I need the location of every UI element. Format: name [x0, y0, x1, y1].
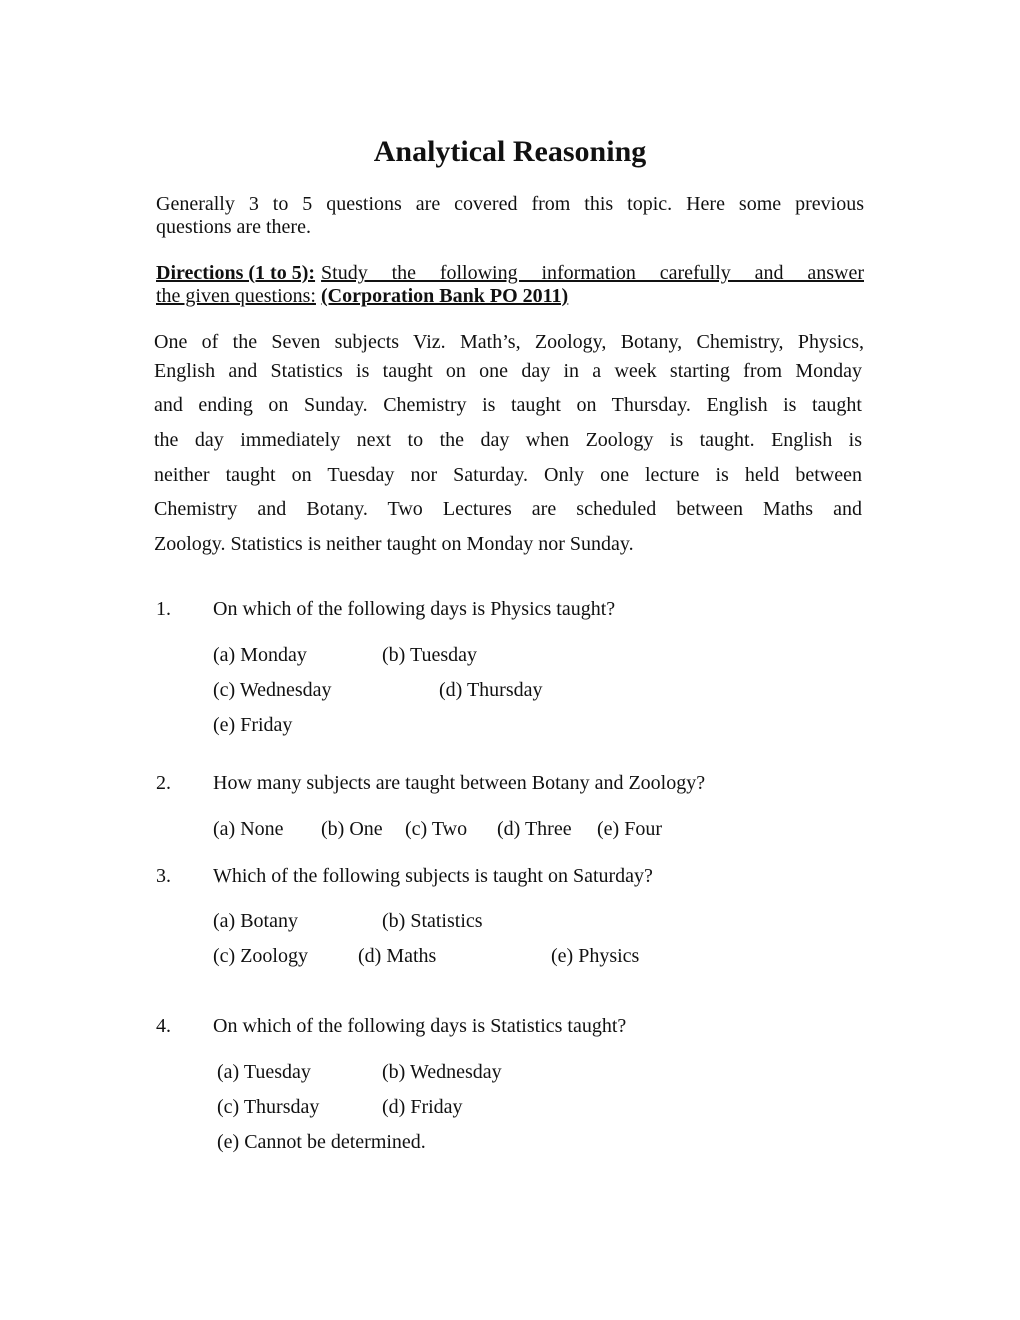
option: (c) Wednesday: [213, 679, 332, 701]
option: (d) Friday: [382, 1096, 463, 1118]
intro-line-2: questions are there.: [156, 216, 311, 238]
option: (c) Thursday: [217, 1096, 320, 1118]
directions-line-1: [156, 261, 864, 285]
option: (c) Two: [405, 818, 468, 840]
question-number: 4.: [156, 1015, 171, 1037]
question-number: 3.: [156, 865, 171, 887]
directions-line-2: [156, 284, 568, 308]
passage-line: and ending on Sunday. Chemistry is taught on Thursday. English is taught: [154, 394, 862, 416]
passage-line: neither taught on Tuesday nor Saturday. Only one lecture is held between: [154, 464, 862, 486]
option: (d) Three: [497, 818, 572, 840]
option: (d) Thursday: [439, 679, 543, 701]
passage-line: One of the Seven subjects Viz. Math’s, Zoology, Botany, Chemistry, Physics,: [154, 331, 864, 353]
question-text: On which of the following days is Physics taught?: [213, 598, 616, 620]
option: (b) Statistics: [382, 910, 483, 932]
directions-label: Directions (1 to 5):: [156, 262, 316, 284]
option: (b) One: [321, 818, 383, 840]
question-text: How many subjects are taught between Botany and Zoology?: [213, 772, 706, 794]
option: (e) Friday: [213, 714, 293, 736]
page-title: Analytical Reasoning: [373, 135, 647, 168]
option: (d) Maths: [358, 945, 437, 967]
option: (e) Cannot be determined.: [217, 1131, 426, 1153]
question-text: Which of the following subjects is taught on Saturday?: [213, 865, 653, 887]
passage-line: the day immediately next to the day when Zoology is taught. English is: [154, 429, 862, 451]
question-number: 1.: [156, 598, 171, 620]
option: (e) Four: [597, 818, 662, 840]
directions-text: Study the following information carefully and answer: [321, 262, 864, 284]
option: (b) Tuesday: [382, 644, 478, 666]
passage-line: Zoology. Statistics is neither taught on Monday nor Sunday.: [154, 533, 634, 555]
directions-source: (Corporation Bank PO 2011): [320, 285, 569, 307]
question-text: On which of the following days is Statistics taught?: [213, 1015, 627, 1037]
directions-text-2: the given questions:: [156, 285, 316, 307]
question-number: 2.: [156, 772, 171, 794]
option: (e) Physics: [551, 945, 640, 967]
passage-line: Chemistry and Botany. Two Lectures are scheduled between Maths and: [154, 498, 862, 520]
option: (a) None: [213, 818, 284, 840]
option: (a) Tuesday: [217, 1061, 311, 1083]
option: (a) Botany: [213, 910, 298, 932]
option: (c) Zoology: [213, 945, 308, 967]
passage-line: English and Statistics is taught on one day in a week starting from Monday: [154, 360, 862, 382]
option: (a) Monday: [213, 644, 307, 666]
option: (b) Wednesday: [382, 1061, 502, 1083]
intro-line-1: Generally 3 to 5 questions are covered from this topic. Here some previous: [156, 193, 864, 215]
